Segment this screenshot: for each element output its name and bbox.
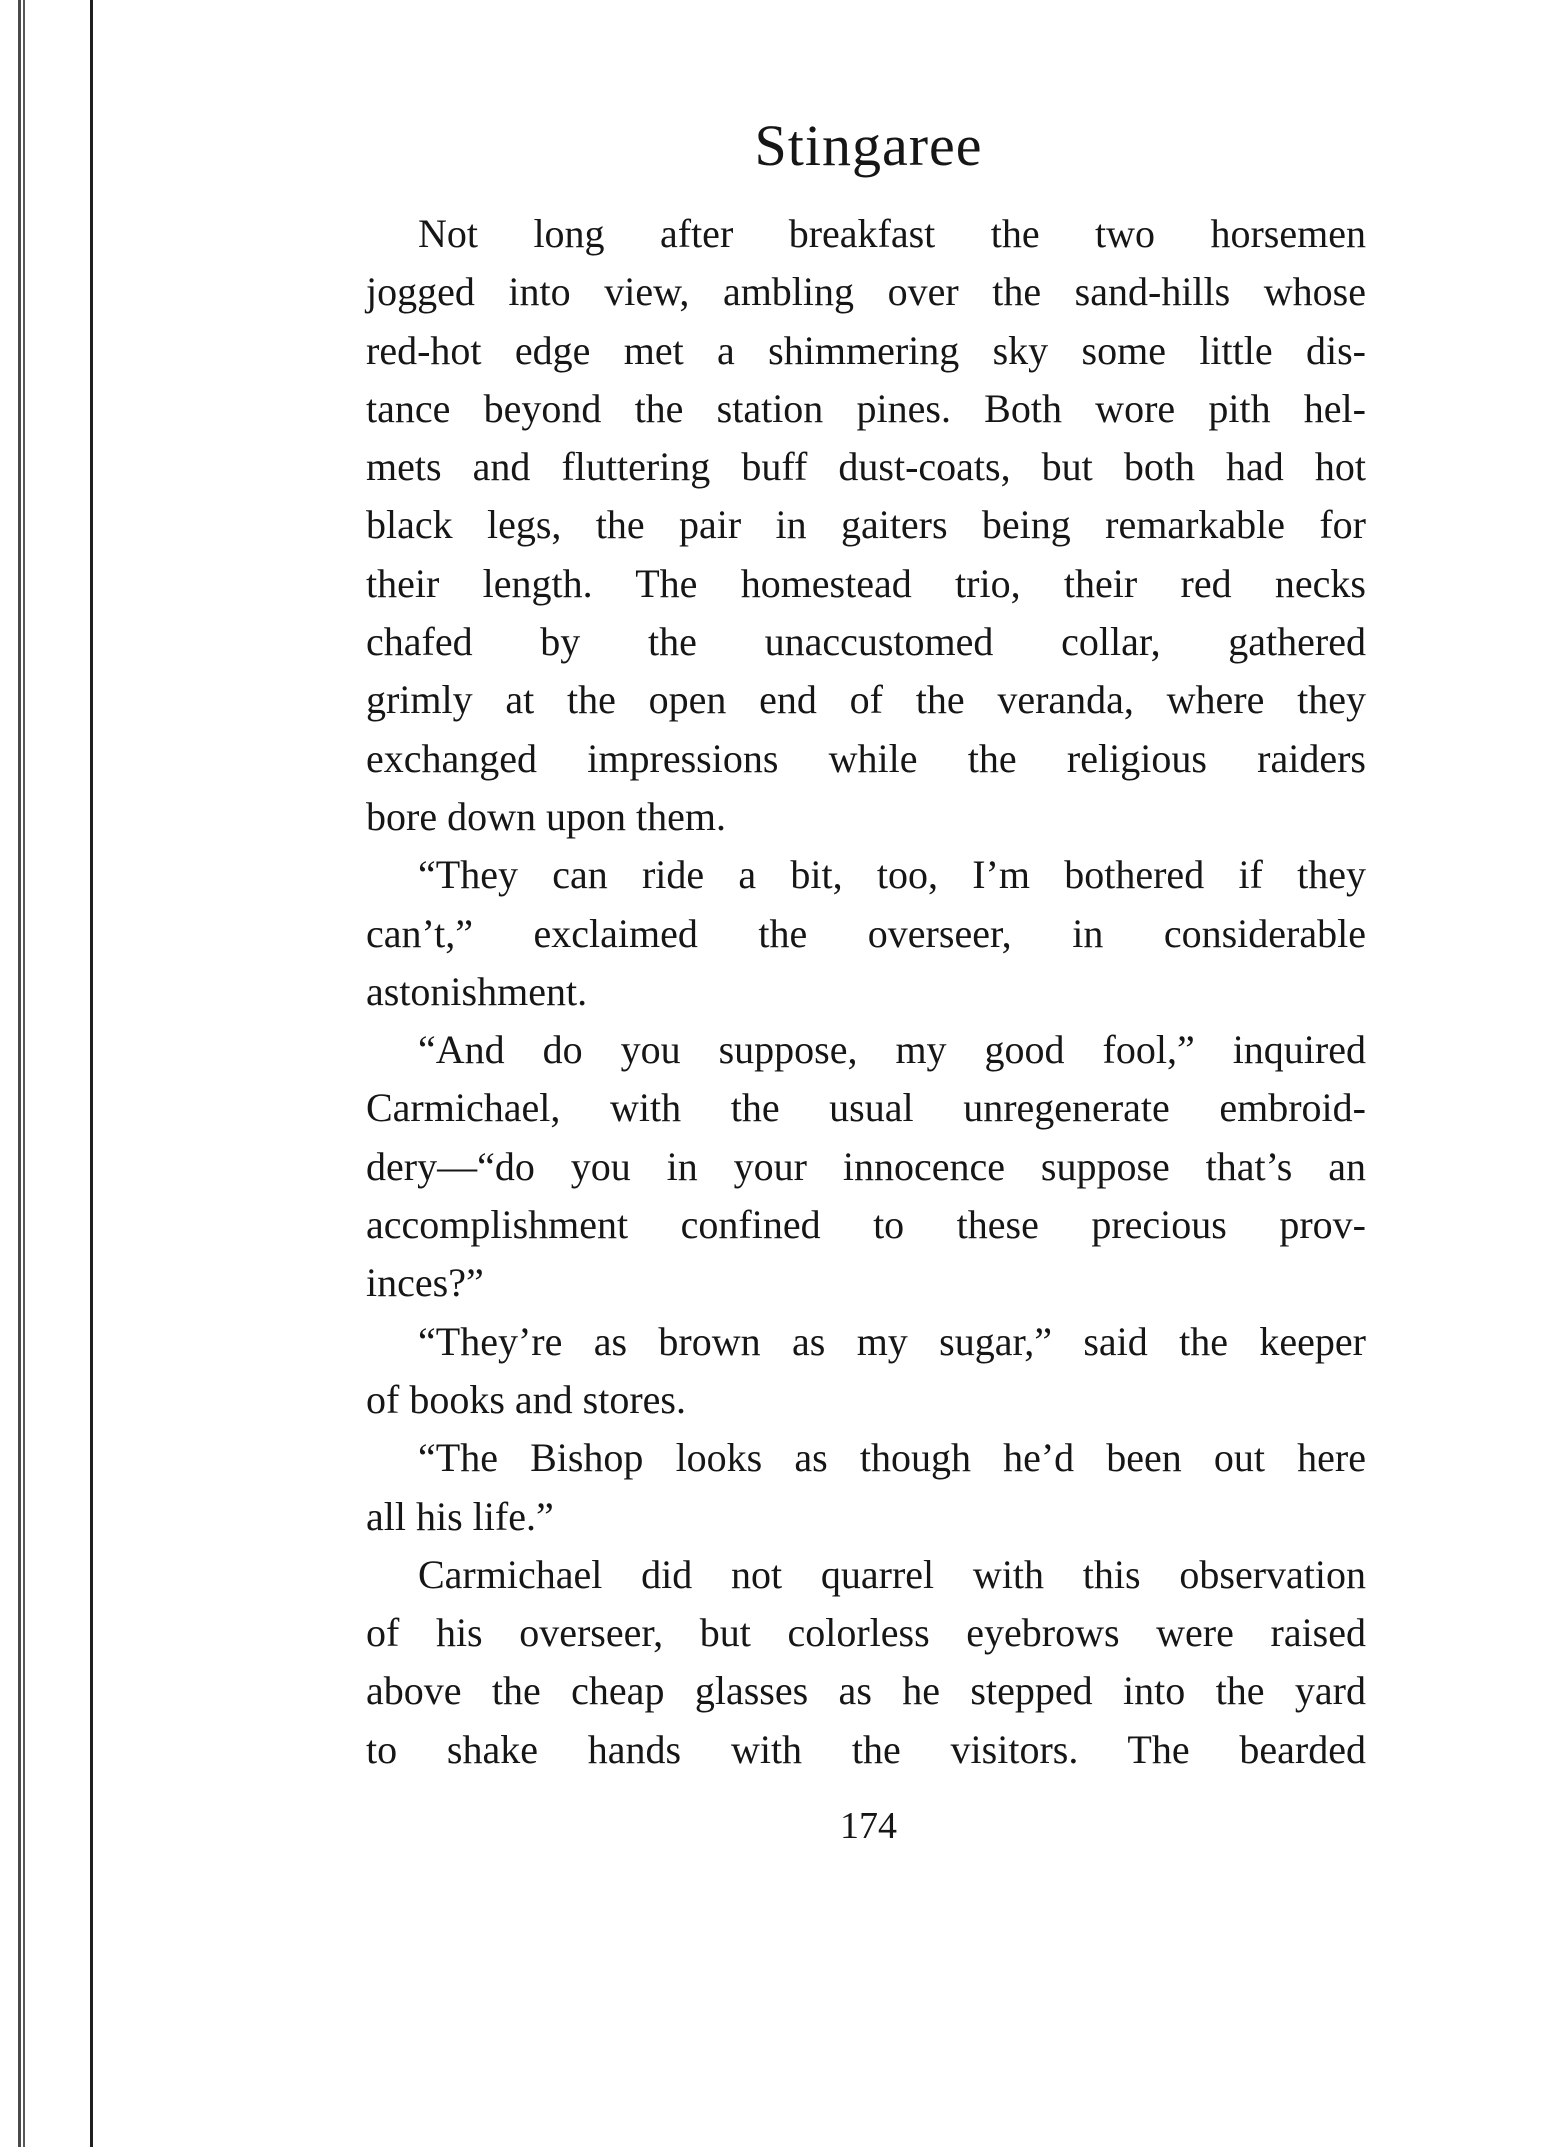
- text-line: “The Bishop looks as though he’d been out here: [418, 1435, 1366, 1481]
- body-text: [366, 205, 1366, 1779]
- paragraph: [366, 1313, 1366, 1430]
- text-line: red-hot edge met a shimmering sky some little dis-: [366, 327, 1366, 373]
- text-line: accomplishment confined to these precious prov-: [366, 1202, 1366, 1248]
- text-line: can’t,” exclaimed the overseer, in considerable: [366, 910, 1366, 956]
- paragraph: [366, 1429, 1366, 1546]
- text-line: astonishment.: [366, 968, 588, 1014]
- text-line: “And do you suppose, my good fool,” inquired: [418, 1027, 1366, 1073]
- text-line: Not long after breakfast the two horsemen: [418, 211, 1366, 256]
- paragraph: [366, 1546, 1366, 1779]
- text-line: Carmichael, with the usual unregenerate embroid-: [366, 1085, 1366, 1131]
- text-line: their length. The homestead trio, their red necks: [366, 560, 1366, 606]
- text-line: exchanged impressions while the religious raiders: [366, 735, 1366, 781]
- paragraph: [366, 846, 1366, 1021]
- page-number: 174: [840, 1805, 897, 1847]
- text-line: mets and fluttering buff dust-coats, but both had hot: [366, 444, 1366, 490]
- running-head: Stingaree: [754, 113, 983, 178]
- text-line: tance beyond the station pines. Both wore pith hel-: [366, 385, 1366, 431]
- text-line: grimly at the open end of the veranda, where they: [366, 677, 1366, 723]
- text-line: “They’re as brown as my sugar,” said the keeper: [418, 1318, 1366, 1364]
- text-line: of books and stores.: [366, 1376, 686, 1422]
- text-line: to shake hands with the visitors. The bearded: [366, 1726, 1366, 1772]
- paragraph: [366, 1021, 1366, 1312]
- text-line: Carmichael did not quarrel with this observation: [418, 1551, 1366, 1597]
- text-line: dery—“do you in your innocence suppose that’s an: [366, 1143, 1366, 1189]
- text-line: bore down upon them.: [366, 793, 726, 839]
- text-line: inces?”: [366, 1260, 484, 1306]
- text-line: all his life.”: [366, 1493, 554, 1539]
- text-line: chafed by the unaccustomed collar, gathered: [366, 619, 1366, 665]
- text-line: “They can ride a bit, too, I’m bothered if they: [418, 852, 1366, 898]
- text-line: above the cheap glasses as he stepped into the yard: [366, 1668, 1366, 1714]
- text-line: jogged into view, ambling over the sand-hills whose: [366, 269, 1366, 315]
- paragraph: [366, 205, 1366, 846]
- text-line: of his overseer, but colorless eyebrows were raised: [366, 1610, 1366, 1656]
- text-line: black legs, the pair in gaiters being remarkable for: [366, 502, 1366, 548]
